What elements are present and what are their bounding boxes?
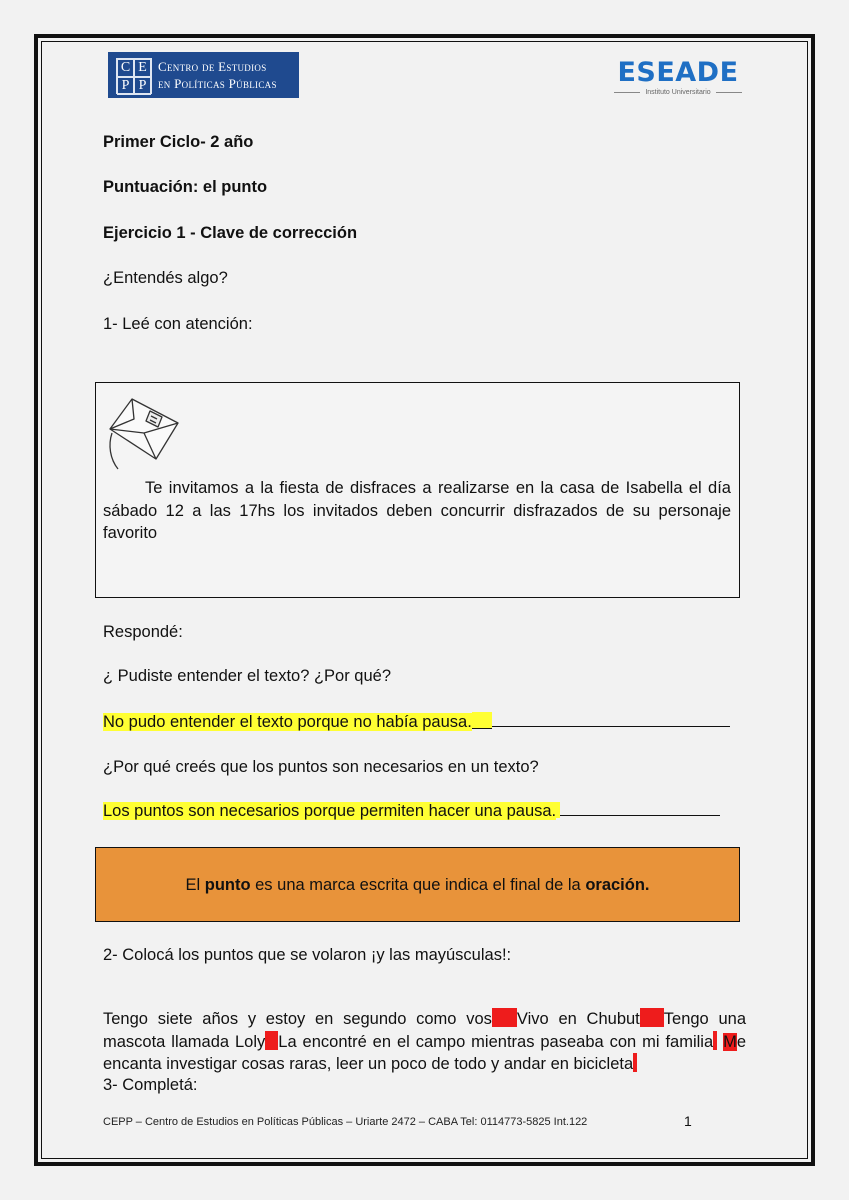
- cepp-logo-line2: en Políticas Públicas: [158, 76, 277, 91]
- cepp-logo-text: [158, 58, 277, 92]
- page-number: 1: [684, 1113, 692, 1129]
- envelope-icon: [104, 389, 184, 471]
- question-1: ¿ Pudiste entender el texto? ¿Por qué?: [103, 667, 392, 685]
- cepp-logo: [108, 52, 299, 98]
- missing-period-mark: [713, 1031, 717, 1050]
- definition-keyword-punto: punto: [204, 876, 251, 894]
- missing-period-mark: [492, 1008, 517, 1027]
- missing-period-mark: [640, 1008, 664, 1027]
- eseade-logo: [608, 58, 748, 96]
- cepp-letter: E: [134, 59, 151, 77]
- cepp-logo-mark: [116, 58, 152, 94]
- answer-1-line: [103, 712, 730, 732]
- missing-period-mark: [633, 1053, 637, 1072]
- intro-question: ¿Entendés algo?: [103, 269, 228, 287]
- answer-1: No pudo entender el texto porque no había pausa.: [103, 713, 472, 731]
- exercise-title: Ejercicio 1 - Clave de corrección: [103, 224, 358, 242]
- step3-instruction: 3- Completá:: [103, 1076, 198, 1094]
- definition-box: [95, 847, 740, 922]
- exercise2-paragraph: Tengo siete años y estoy en segundo como vos Vivo en Chubut Tengo una mascota llamada Loly La encontré en el campo mientras paseaba con mi familia Me encanta investigar cosas raras, leer un poco de todo y andar en bicicleta: [103, 1010, 747, 1073]
- cepp-letter: P: [134, 77, 151, 95]
- definition-text: El punto es una marca escrita que indica el final de la oración.: [185, 876, 650, 894]
- cepp-letter: P: [117, 77, 134, 95]
- invitation-box: [95, 382, 740, 598]
- exercise2-instruction: 2- Colocá los puntos que se volaron ¡y las mayúsculas!:: [103, 946, 512, 964]
- question-2: ¿Por qué creés que los puntos son necesarios en un texto?: [103, 758, 539, 776]
- answer-2: Los puntos son necesarios porque permiten hacer una pausa.: [103, 802, 557, 820]
- eseade-logo-subtitle: Instituto Universitario: [645, 89, 711, 96]
- cepp-logo-line1: Centro de Estudios: [158, 59, 267, 74]
- answer-2-line: [103, 802, 720, 821]
- cycle-title: Primer Ciclo- 2 año: [103, 133, 254, 151]
- eseade-logo-sub: [608, 89, 748, 96]
- cepp-letter: C: [117, 59, 134, 77]
- respond-label: Respondé:: [103, 623, 183, 641]
- footer-text: CEPP – Centro de Estudios en Políticas Públicas – Uriarte 2472 – CABA Tel: 0114773-5825 Int.122: [103, 1116, 588, 1128]
- invitation-text: Te invitamos a la fiesta de disfraces a realizarse en la casa de Isabella el día sábado 12 a las 17hs los invitados deben concurrir disfrazados de su personaje favorito: [103, 479, 731, 542]
- step1-instruction: 1- Leé con atención:: [103, 315, 253, 333]
- topic-title: Puntuación: el punto: [103, 178, 268, 196]
- missing-period-mark: [265, 1031, 278, 1050]
- capital-letter-mark: M: [723, 1032, 737, 1051]
- definition-keyword-oracion: oración.: [585, 876, 650, 894]
- eseade-logo-word: ESEADE: [617, 57, 739, 88]
- page-border-inner: [41, 41, 808, 1159]
